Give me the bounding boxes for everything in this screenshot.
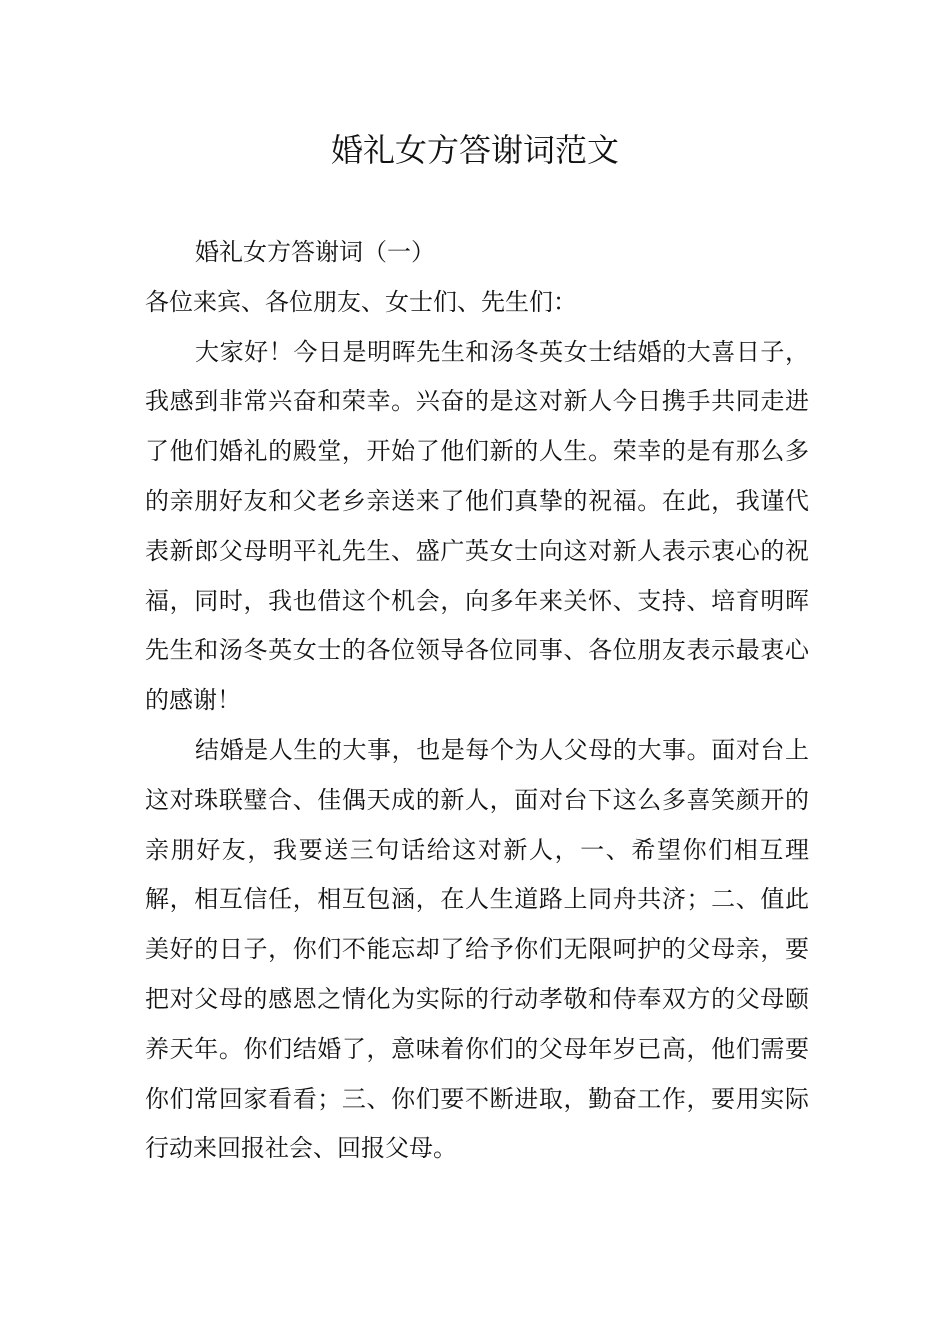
body-paragraph: 结婚是人生的大事，也是每个为人父母的大事。面对台上这对珠联璧合、佳偶天成的新人，面对台下这么多喜笑颜开的亲朋好友，我要送三句话给这对新人，一、希望你们相互理解，相互信任，相互包涵，在人生道路上同舟共济；二、值此美好的日子，你们不能忘却了给予你们无限呵护的父母亲，要把对父母的感恩之情化为实际的行动孝敬和侍奉双方的父母颐养天年。你们结婚了，意味着你们的父母年岁已高，他们需要你们常回家看看；三、你们要不断进取，勤奋工作，要用实际行动来回报社会、回报父母。 — [145, 735, 809, 1163]
salutation: 各位来宾、各位朋友、女士们、先生们： — [145, 287, 577, 316]
document-title: 婚礼女方答谢词范文 — [330, 131, 619, 169]
body-paragraph: 大家好！今日是明晖先生和汤冬英女士结婚的大喜日子，我感到非常兴奋和荣幸。兴奋的是这对新人今日携手共同走进了他们婚礼的殿堂，开始了他们新的人生。荣幸的是有那么多的亲朋好友和父老乡亲送来了他们真挚的祝福。在此，我谨代表新郎父母明平礼先生、盛广英女士向这对新人表示衷心的祝福，同时，我也借这个机会，向多年来关怀、支持、培育明晖先生和汤冬英女士的各位领导各位同事、各位朋友表示最衷心的感谢！ — [145, 337, 809, 715]
section-heading: 婚礼女方答谢词（一） — [195, 238, 435, 266]
document-body — [145, 228, 809, 1174]
